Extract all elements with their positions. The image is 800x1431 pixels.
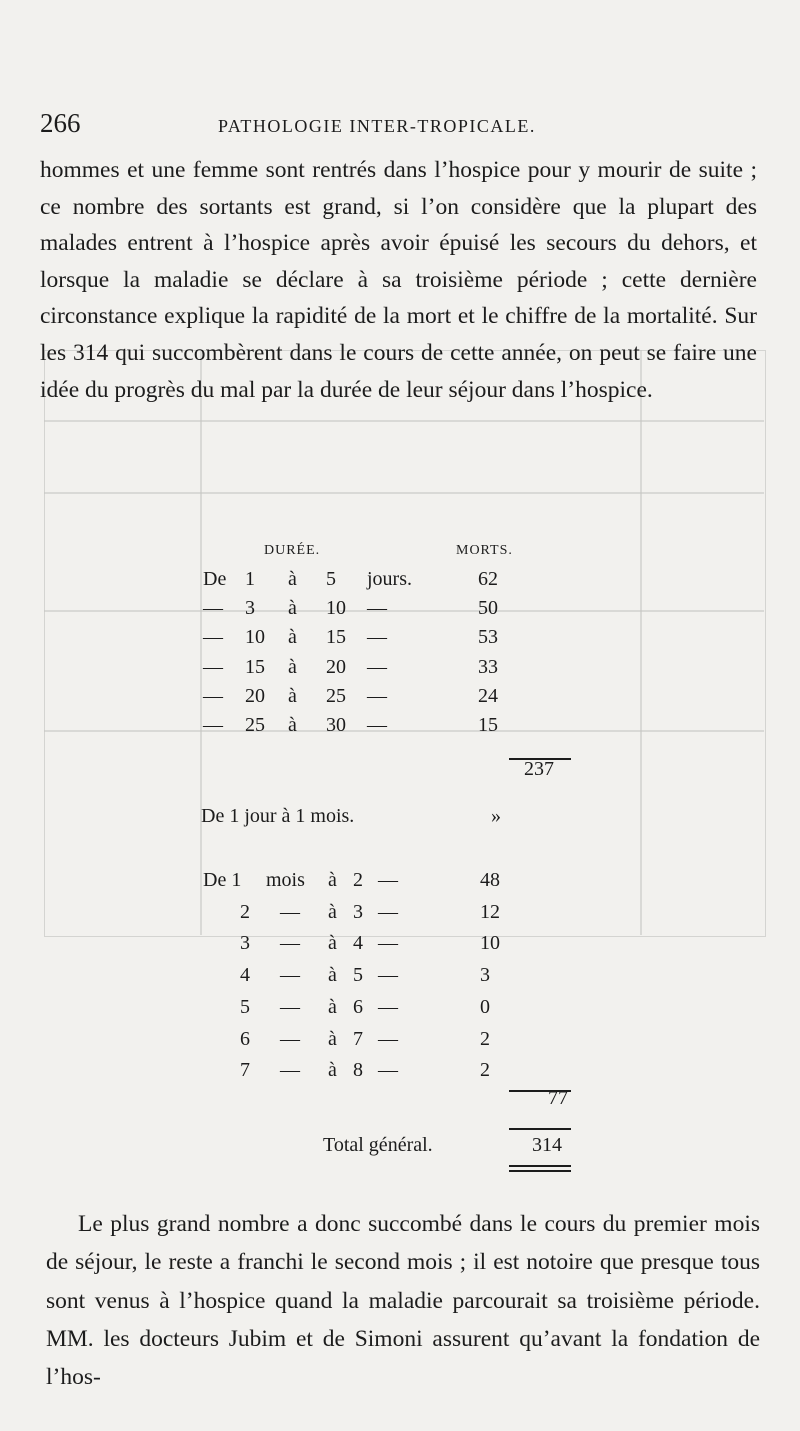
row-unit: jours. (367, 568, 412, 590)
total-double-rule (509, 1165, 571, 1167)
row-unit: — (367, 655, 387, 678)
row-to: 7 (353, 1027, 363, 1050)
row-a: à (288, 714, 297, 736)
column-header-morts: MORTS. (456, 543, 513, 558)
row-a: à (328, 964, 337, 987)
row-unit: — (280, 932, 300, 955)
row-to: 4 (353, 932, 363, 955)
row-deaths: 10 (480, 932, 500, 955)
row-a: à (288, 655, 297, 678)
row-deaths: 3 (480, 964, 490, 987)
row-prefix: — (203, 655, 223, 678)
row-unit: mois (266, 869, 305, 891)
row-unit: — (367, 597, 387, 620)
total-double-rule (509, 1170, 571, 1172)
total-value: 314 (532, 1134, 562, 1156)
row-a: à (288, 597, 297, 620)
paragraph-2: Le plus grand nombre a donc succombé dans le cours du premier mois de séjour, le reste a franchi le second mois ; il est notoire que presque tous sont venus à l’hospice quand la maladie parcourait sa troisième période. MM. les docteurs Jubim et de Simoni assurent qu’avant la fondation de l’hos- (46, 1211, 760, 1391)
row-a: à (288, 626, 297, 649)
row-to: 3 (353, 900, 363, 923)
row-dash: — (378, 932, 398, 955)
row-dash: — (378, 964, 398, 987)
row-a: à (328, 995, 337, 1018)
row-to: 10 (326, 597, 346, 620)
paragraph-1: hommes et une femme sont rentrés dans l’hospice pour y mourir de suite ; ce nombre des sortants est grand, si l’on considère que la plupart des malades entrent à l’hospice après avoir épuisé les secours du dehors, et lorsque la maladie se déclare à sa troisième période ; cette dernière circonstance explique la rapidité de la mort et le chiffre de la mortalité. Sur les 314 qui succombèrent dans le cours de cette année, on peut se faire une idée du progrès du mal par la durée de leur séjour dans l’hospice. (40, 157, 757, 403)
row-from: 25 (245, 714, 265, 736)
one-month-label: De 1 jour à 1 mois. (201, 805, 355, 827)
total-label: Total général. (323, 1134, 433, 1156)
subtotal-months: 77 (548, 1087, 568, 1109)
row-unit: — (367, 714, 387, 736)
subtotal-days: 237 (524, 758, 554, 780)
row-dash: — (378, 900, 398, 923)
row-unit: — (280, 964, 300, 987)
row-deaths: 62 (478, 568, 498, 590)
row-unit: — (367, 626, 387, 649)
row-a: à (288, 684, 297, 707)
row-deaths: 2 (480, 1027, 490, 1050)
row-unit: — (280, 1059, 300, 1082)
row-from: De 1 (203, 869, 242, 891)
row-deaths: 24 (478, 684, 498, 707)
running-head: PATHOLOGIE INTER-TROPICALE. (218, 116, 536, 136)
row-from: 2 (240, 900, 250, 923)
row-deaths: 12 (480, 900, 500, 923)
row-prefix: — (203, 684, 223, 707)
row-deaths: 48 (480, 869, 500, 891)
row-a: à (328, 1059, 337, 1082)
row-to: 20 (326, 655, 346, 678)
row-a: à (328, 1027, 337, 1050)
row-to: 6 (353, 995, 363, 1018)
row-to: 8 (353, 1059, 363, 1082)
row-a: à (328, 900, 337, 923)
row-prefix: — (203, 714, 223, 736)
row-dash: — (378, 1027, 398, 1050)
row-prefix: — (203, 597, 223, 620)
row-from: 3 (240, 932, 250, 955)
row-to: 2 (353, 869, 363, 891)
row-to: 5 (326, 568, 336, 590)
row-from: 4 (240, 964, 250, 987)
row-deaths: 0 (480, 995, 490, 1018)
row-to: 30 (326, 714, 346, 736)
row-from: 3 (245, 597, 255, 620)
row-from: 10 (245, 626, 265, 649)
row-unit: — (280, 1027, 300, 1050)
row-deaths: 33 (478, 655, 498, 678)
row-dash: — (378, 1059, 398, 1082)
row-unit: — (280, 995, 300, 1018)
row-prefix: De (203, 568, 227, 590)
row-from: 7 (240, 1059, 250, 1082)
column-header-duree: DURÉE. (264, 543, 321, 558)
row-deaths: 53 (478, 626, 498, 649)
one-month-deaths: » (491, 805, 501, 827)
row-from: 1 (245, 568, 255, 590)
row-dash: — (378, 869, 398, 891)
row-a: à (328, 932, 337, 955)
row-from: 5 (240, 995, 250, 1018)
page-number: 266 (40, 108, 81, 138)
row-to: 5 (353, 964, 363, 987)
row-a: à (328, 869, 337, 891)
row-deaths: 50 (478, 597, 498, 620)
row-to: 25 (326, 684, 346, 707)
row-deaths: 15 (478, 714, 498, 736)
row-prefix: — (203, 626, 223, 649)
row-from: 6 (240, 1027, 250, 1050)
row-unit: — (280, 900, 300, 923)
row-a: à (288, 568, 297, 590)
row-to: 15 (326, 626, 346, 649)
row-unit: — (367, 684, 387, 707)
total-rule (509, 1128, 571, 1130)
row-from: 20 (245, 684, 265, 707)
row-deaths: 2 (480, 1059, 490, 1082)
row-from: 15 (245, 655, 265, 678)
row-dash: — (378, 995, 398, 1018)
